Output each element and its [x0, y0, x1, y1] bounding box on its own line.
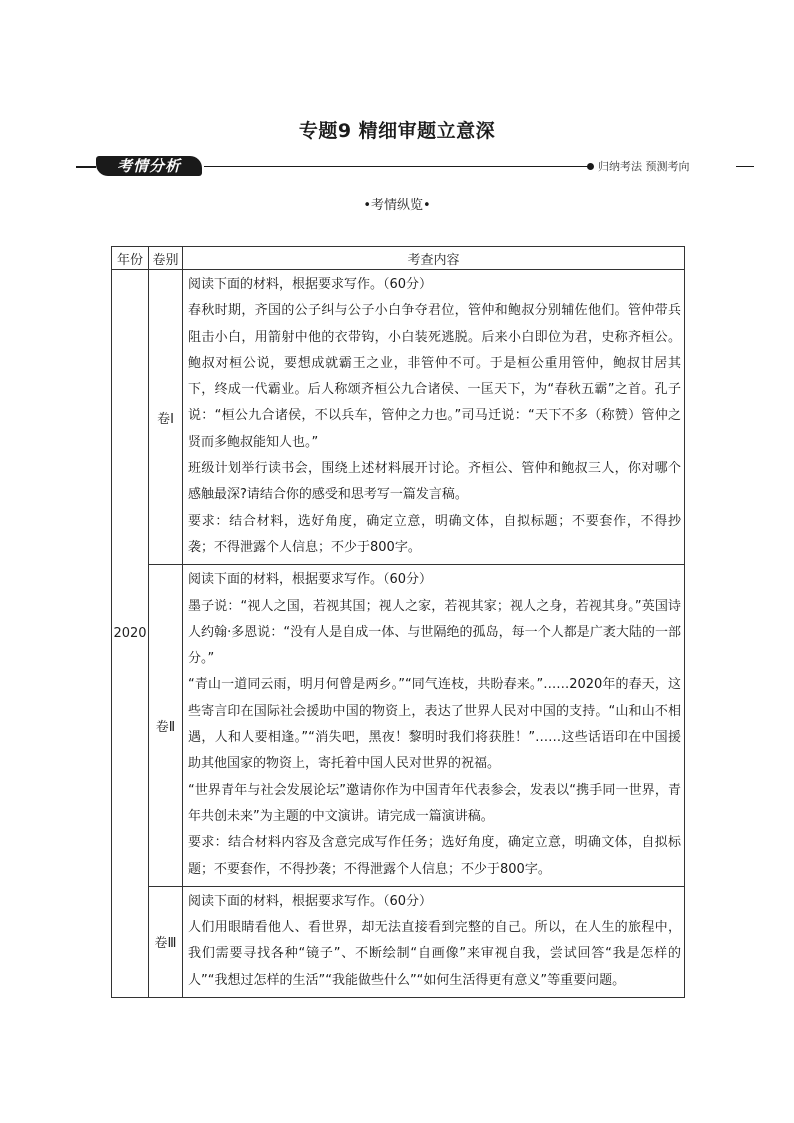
banner-dot-icon — [587, 163, 594, 170]
paper-cell: 卷Ⅱ — [149, 565, 183, 887]
page-title: 专题9 精细审题立意深 — [298, 120, 496, 142]
table-row — [112, 270, 685, 565]
paper-cell: 卷Ⅲ — [149, 886, 183, 997]
content-paragraph: 春秋时期，齐国的公子纠与公子小白争夺君位，管仲和鲍叔分别辅佐他们。管仲带兵阻击小白，用箭射中他的衣带钩，小白装死逃脱。后来小白即位为君，史称齐桓公。鲍叔对桓公说，要想成就霸王之业，非管仲不可。于是桓公重用管仲，鲍叔甘居其下，终成一代霸业。后人称颂齐桓公九合诸侯、一匡天下，为“春秋五霸”之首。孔子说：“桓公九合诸侯，不以兵车，管仲之力也。”司马迁说：“天下不多（称赞）管仲之贤而多鲍叔能知人也。” — [188, 303, 681, 450]
table-row — [112, 886, 685, 997]
content-paragraph: 阅读下面的材料，根据要求写作。（60分） — [188, 572, 433, 588]
table-row — [112, 565, 685, 887]
content-cell — [183, 565, 685, 887]
header-paper: 卷别 — [149, 247, 183, 270]
year-cell: 2020 — [112, 270, 149, 998]
content-paragraph: “青山一道同云雨，明月何曾是两乡。”“同气连枝，共盼春来。”……2020年的春天，这些寄言印在国际社会援助中国的物资上，表达了世界人民对中国的支持。“山和山不相遇，人和人要相逢。”“消失吧，黑夜！黎明时我们将获胜！”……这些话语印在中国援助其他国家的物资上，寄托着中国人民对世界的祝福。 — [188, 677, 681, 772]
section-subheading: •考情纵览• — [363, 198, 431, 213]
content-paragraph: 阅读下面的材料，根据要求写作。（60分） — [188, 277, 433, 292]
content-cell — [183, 886, 685, 997]
banner-slogan: 归纳考法 预测考向 — [598, 160, 690, 173]
banner-tail-line — [736, 166, 754, 167]
content-paragraph: 要求：结合材料，选好角度，确定立意，明确文体，自拟标题；不要套作，不得抄袭；不得泄露个人信息；不少于800字。 — [188, 513, 681, 555]
content-paragraph: 阅读下面的材料，根据要求写作。（60分） — [188, 893, 433, 909]
header-content: 考查内容 — [183, 247, 685, 270]
content-cell — [183, 270, 685, 565]
header-year: 年份 — [112, 247, 149, 270]
exam-overview-table — [111, 246, 685, 998]
section-badge: 考情分析 — [96, 156, 202, 176]
content-paragraph: “世界青年与社会发展论坛”邀请你作为中国青年代表参会，发表以“携手同一世界，青年共创未来”为主题的中文演讲。请完成一篇演讲稿。 — [188, 782, 681, 824]
content-paragraph: 墨子说：“视人之国，若视其国；视人之家，若视其家；视人之身，若视其身。”英国诗人约翰·多恩说：“没有人是自成一体、与世隔绝的孤岛，每一个人都是广袤大陆的一部分。” — [188, 598, 681, 667]
banner-lead-line — [76, 166, 96, 168]
content-paragraph: 要求：结合材料内容及含意完成写作任务；选好角度，确定立意，明确文体，自拟标题；不要套作，不得抄袭；不得泄露个人信息；不少于800字。 — [188, 835, 681, 877]
content-paragraph: 人们用眼睛看他人、看世界，却无法直接看到完整的自己。所以，在人生的旅程中，我们需要寻找各种“镜子”、不断绘制“自画像”来审视自我，尝试回答“我是怎样的人”“我想过怎样的生活”“我能做些什么”“如何生活得更有意义”等重要问题。 — [188, 920, 681, 988]
section-banner — [76, 156, 756, 178]
paper-cell: 卷Ⅰ — [149, 270, 183, 565]
table-header-row — [112, 247, 685, 270]
content-paragraph: 班级计划举行读书会，围绕上述材料展开讨论。齐桓公、管仲和鲍叔三人，你对哪个感触最深?请结合你的感受和思考写一篇发言稿。 — [188, 461, 681, 503]
banner-rule — [204, 166, 588, 167]
